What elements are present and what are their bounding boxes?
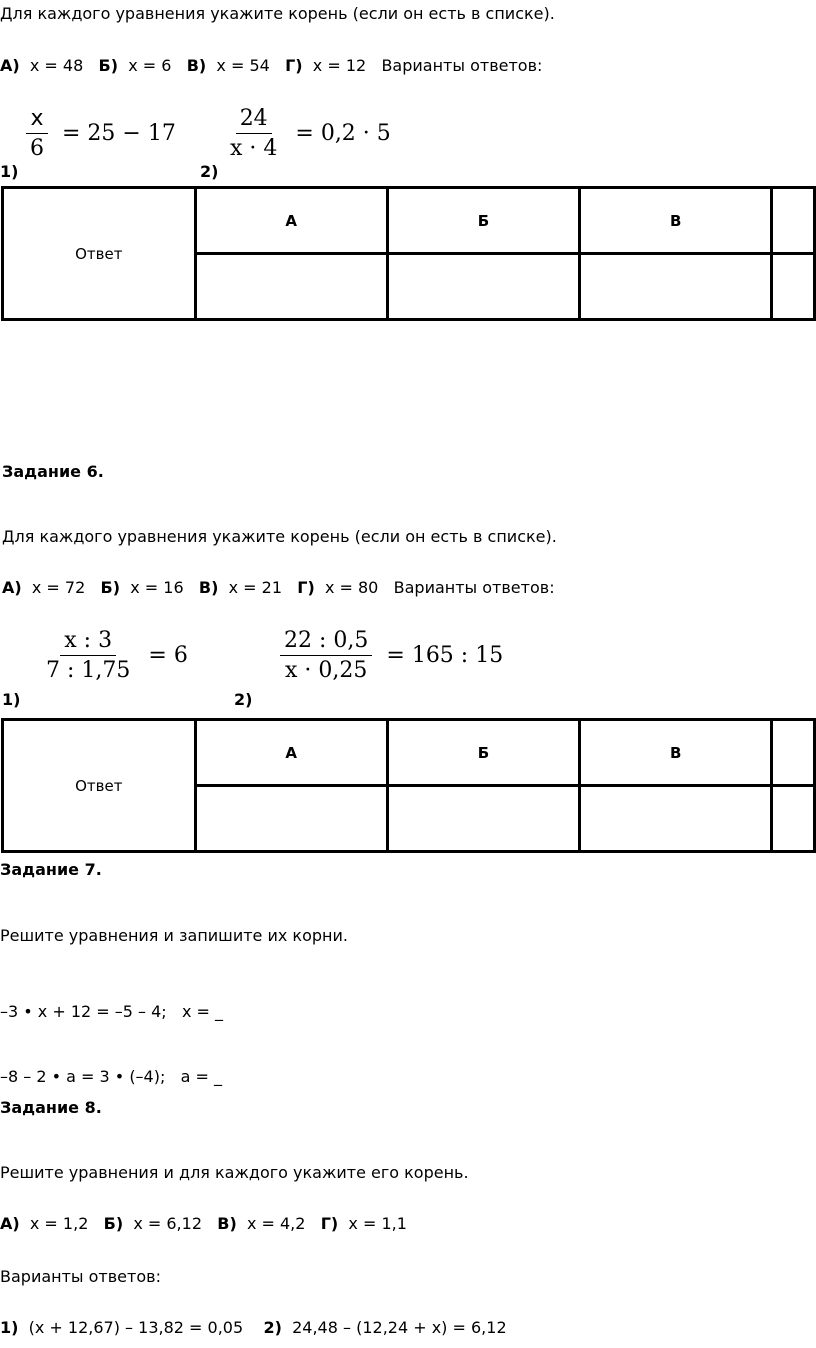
- option-value: x = 1,1: [348, 1214, 407, 1233]
- option-value: x = 80: [324, 578, 379, 597]
- task5-answer-table: [1, 186, 816, 321]
- task6-title: Задание 6.: [2, 462, 104, 481]
- task7-instruction: Решите уравнения и запишите их корни.: [0, 926, 348, 945]
- equation-rhs: = 6: [148, 643, 188, 668]
- answer-header-a: А: [195, 720, 387, 786]
- equation-label-1: 1): [0, 162, 19, 181]
- fraction: [280, 628, 372, 683]
- answer-header-v: В: [580, 188, 772, 254]
- options-label: Варианты ответов:: [381, 56, 543, 75]
- fraction-denominator: x · 0,25: [285, 658, 368, 683]
- answer-cell-g[interactable]: [772, 786, 815, 852]
- task5-options: [0, 56, 542, 75]
- fraction-numerator: x: [26, 106, 47, 134]
- option-letter: Б): [98, 56, 119, 75]
- option-letter: Б): [103, 1214, 124, 1233]
- fraction-numerator: x : 3: [60, 628, 116, 656]
- task8-equation-1: (x + 12,67) – 13,82 = 0,05: [28, 1318, 244, 1337]
- equation-label-2: 2): [263, 1318, 282, 1337]
- option-letter: Г): [320, 1214, 339, 1233]
- option-letter: В): [217, 1214, 237, 1233]
- fraction-denominator: 7 : 1,75: [46, 658, 131, 683]
- answer-cell-b[interactable]: [387, 254, 579, 320]
- option-value: x = 6: [128, 56, 172, 75]
- option-letter: А): [2, 578, 22, 597]
- task6-instruction: Для каждого уравнения укажите корень (если он есть в списке).: [2, 527, 557, 546]
- fraction: [26, 106, 48, 161]
- task8-title: Задание 8.: [0, 1098, 102, 1117]
- equation-rhs: = 165 : 15: [386, 643, 504, 668]
- answer-row-label: Ответ: [3, 188, 196, 320]
- options-label: Варианты ответов:: [393, 578, 555, 597]
- option-value: x = 4,2: [246, 1214, 306, 1233]
- answer-cell-v[interactable]: [580, 254, 772, 320]
- fraction: [42, 628, 134, 683]
- task8-instruction: Решите уравнения и для каждого укажите его корень.: [0, 1163, 469, 1182]
- option-letter: В): [186, 56, 207, 75]
- option-value: x = 72: [31, 578, 86, 597]
- answer-cell-b[interactable]: [387, 786, 579, 852]
- task5-instruction: Для каждого уравнения укажите корень (если он есть в списке).: [0, 4, 555, 23]
- task7-equation-1: –3 • x + 12 = –5 – 4; x = _: [0, 1002, 223, 1021]
- fraction-denominator: 6: [30, 136, 44, 161]
- task5-equation-1: [26, 106, 176, 161]
- answer-header-g: [772, 720, 815, 786]
- option-value: x = 12: [312, 56, 367, 75]
- task8-options-label: Варианты ответов:: [0, 1267, 161, 1286]
- option-value: x = 21: [228, 578, 282, 597]
- fraction-numerator: 22 : 0,5: [280, 628, 372, 656]
- task6-answer-table: [1, 718, 816, 853]
- option-letter: А): [0, 56, 20, 75]
- answer-header-a: А: [195, 188, 387, 254]
- equation-label-2: 2): [234, 690, 253, 709]
- equation-label-2: 2): [200, 162, 219, 181]
- equation-label-1: 1): [0, 1318, 19, 1337]
- task8-equation-2: 24,48 – (12,24 + x) = 6,12: [292, 1318, 507, 1337]
- task5-equation-2: [226, 106, 391, 161]
- option-letter: Б): [100, 578, 121, 597]
- option-letter: Г): [285, 56, 303, 75]
- answer-cell-a[interactable]: [195, 786, 387, 852]
- equation-rhs: = 25 − 17: [62, 121, 176, 146]
- equation-rhs: = 0,2 · 5: [295, 121, 391, 146]
- task6-equation-2: [280, 628, 503, 683]
- fraction: [226, 106, 281, 161]
- answer-row-label: Ответ: [3, 720, 196, 852]
- option-value: x = 54: [216, 56, 270, 75]
- task6-equation-1: [42, 628, 188, 683]
- fraction-denominator: x · 4: [230, 136, 278, 161]
- answer-header-b: Б: [387, 720, 579, 786]
- answer-header-g: [772, 188, 815, 254]
- option-letter: А): [0, 1214, 20, 1233]
- task8-options: [0, 1214, 407, 1233]
- task6-options: [2, 578, 555, 597]
- fraction-numerator: 24: [236, 106, 272, 134]
- answer-cell-g[interactable]: [772, 254, 815, 320]
- option-letter: В): [198, 578, 219, 597]
- task8-equations: [0, 1318, 507, 1337]
- answer-cell-v[interactable]: [580, 786, 772, 852]
- option-value: x = 16: [130, 578, 184, 597]
- option-value: x = 1,2: [29, 1214, 89, 1233]
- task7-equation-2: –8 – 2 • a = 3 • (–4); a = _: [0, 1067, 223, 1086]
- task7-title: Задание 7.: [0, 860, 102, 879]
- equation-label-1: 1): [2, 690, 21, 709]
- option-value: x = 6,12: [133, 1214, 202, 1233]
- answer-cell-a[interactable]: [195, 254, 387, 320]
- option-letter: Г): [297, 578, 315, 597]
- answer-header-b: Б: [387, 188, 579, 254]
- answer-header-v: В: [580, 720, 772, 786]
- option-value: x = 48: [29, 56, 84, 75]
